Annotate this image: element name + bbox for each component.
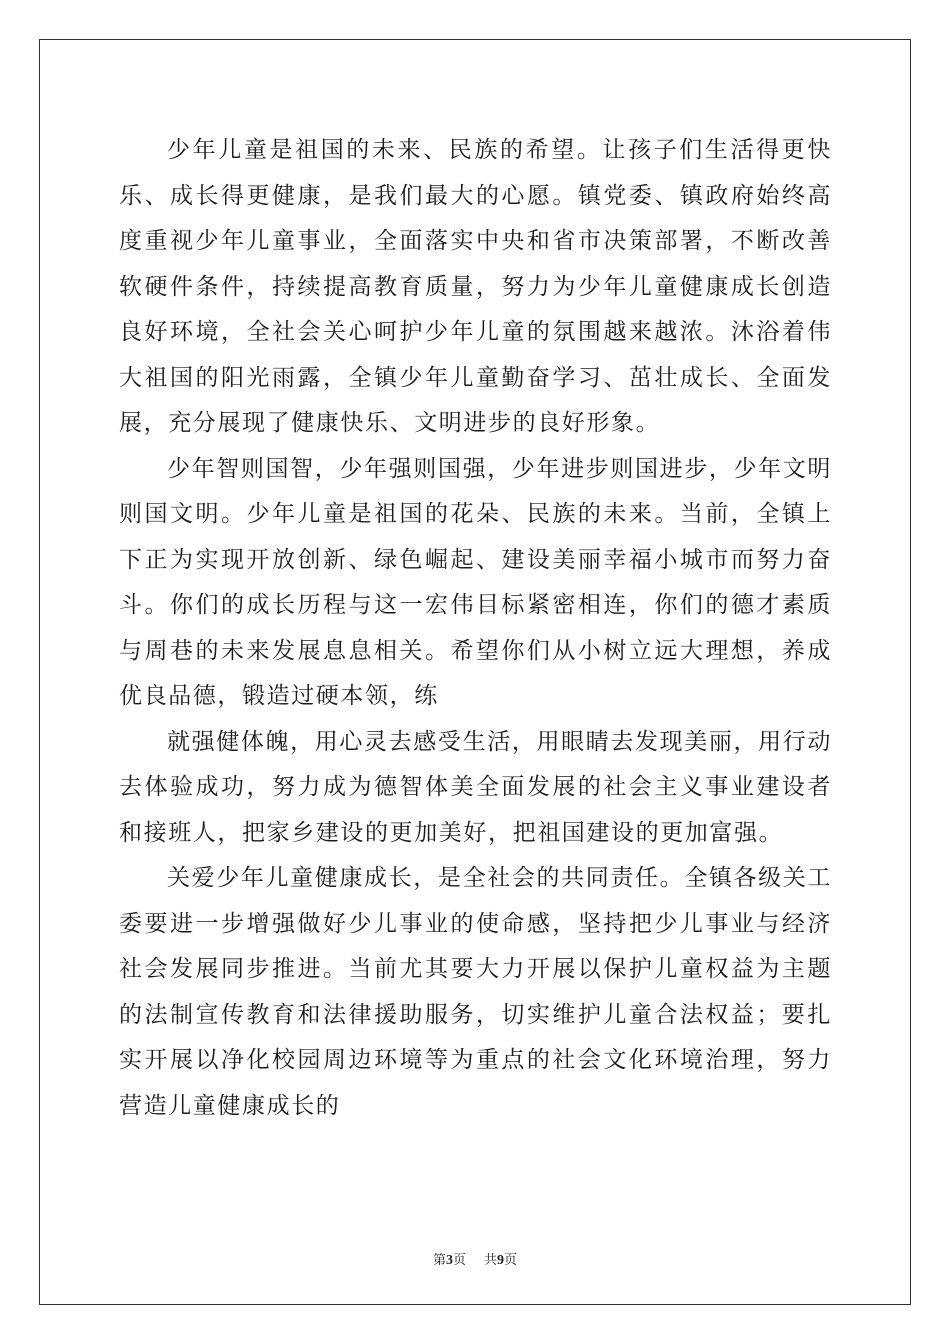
paragraph-4: 关爱少年儿童健康成长，是全社会的共同责任。全镇各级关工委要进一步增强做好少儿事业的使命感，坚持把少儿事业与经济社会发展同步推进。当前尤其要大力开展以保护儿童权益为主题的法制宣传教育和法律援助服务，切实维护儿童合法权益；要扎实开展以净化校园周边环境等为重点的社会文化环境治理，努力营造儿童健康成长的 — [119, 865, 832, 1119]
paragraph-3: 就强健体魄，用心灵去感受生活，用眼睛去发现美丽，用行动去体验成功，努力成为德智体美全面发展的社会主义事业建设者和接班人，把家乡建设的更加美好，把祖国建设的更加富强。 — [119, 728, 832, 846]
paragraph-2: 少年智则国智，少年强则国强，少年进步则国进步，少年文明则国文明。少年儿童是祖国的花朵、民族的未来。当前，全镇上下正为实现开放创新、绿色崛起、建设美丽幸福小城市而努力奋斗。你们的成长历程与这一宏伟目标紧密相连，你们的德才素质与周巷的未来发展息息相关。希望你们从小树立远大理想，养成优良品德，锻造过硬本领，练 — [119, 455, 832, 709]
page-current-number: 3 — [445, 1253, 453, 1268]
paragraph-1: 少年儿童是祖国的未来、民族的希望。让孩子们生活得更快乐、成长得更健康，是我们最大的心愿。镇党委、镇政府始终高度重视少年儿童事业，全面落实中央和省市决策部署，不断改善软硬件条件，持续提高教育质量，努力为少年儿童健康成长创造良好环境，全社会关心呵护少年儿童的氛围越来越浓。沐浴着伟大祖国的阳光雨露，全镇少年儿童勤奋学习、茁壮成长、全面发展，充分展现了健康快乐、文明进步的良好形象。 — [119, 137, 832, 436]
page-suffix: 页 — [452, 1253, 466, 1268]
total-prefix: 共 — [484, 1253, 498, 1268]
document-body — [119, 128, 832, 1129]
total-suffix: 页 — [504, 1253, 518, 1268]
page-total-number: 9 — [497, 1253, 505, 1268]
page-footer — [0, 1249, 950, 1269]
page-prefix: 第 — [432, 1253, 446, 1268]
